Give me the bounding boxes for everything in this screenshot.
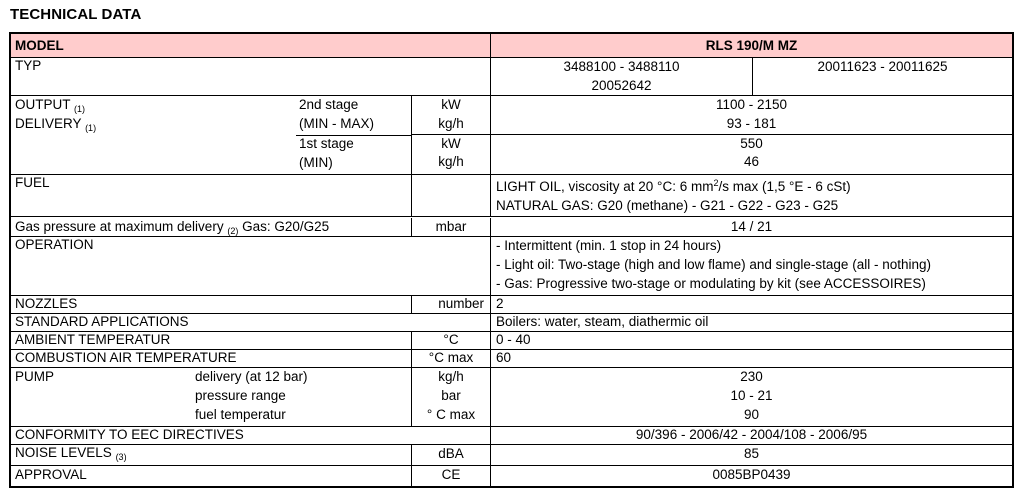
table-row-pump <box>11 368 1012 427</box>
gas-pressure-label: Gas pressure at maximum delivery $_{(2)}$ Gas: G20/G25 <box>15 219 330 236</box>
table-row-eec <box>11 427 1012 445</box>
operation-label: OPERATION <box>15 237 94 252</box>
page-title: TECHNICAL DATA <box>10 6 142 23</box>
output-values: 1100 - 2150 93 - 181 550 46 <box>490 96 1012 174</box>
table-row-combustion-air <box>11 350 1012 368</box>
fuel-label: FUEL <box>15 175 50 190</box>
noise-unit: dBA <box>411 445 490 465</box>
table-row-output <box>11 96 1012 175</box>
pump-label: PUMP <box>15 369 55 384</box>
table-row-noise <box>11 445 1012 466</box>
gas-pressure-unit: mbar <box>411 218 490 236</box>
pump-units: kg/h bar ° C max <box>411 368 490 426</box>
applications-value: Boilers: water, steam, diathermic oil <box>490 314 1012 331</box>
ambient-unit: °C <box>411 332 490 349</box>
table-row-typ <box>11 58 1012 96</box>
eec-value: 90/396 - 2006/42 - 2004/108 - 2006/95 <box>490 427 1012 444</box>
typ-values-a: 3488100 - 3488110 20052642 <box>490 58 752 95</box>
combustion-air-value: 60 <box>490 350 1012 367</box>
output-units: kW kg/h kW kg/h <box>411 96 490 174</box>
typ-label: TYP <box>15 58 42 73</box>
combustion-air-unit: °C max <box>411 350 490 367</box>
table-row-nozzles <box>11 296 1012 314</box>
nozzles-value: 2 <box>490 296 1012 313</box>
pump-item-labels: delivery (at 12 bar) pressure range fuel temperatur <box>195 369 308 422</box>
nozzles-unit: number <box>411 296 490 313</box>
combustion-air-label: COMBUSTION AIR TEMPERATURE <box>15 350 237 365</box>
stage1-label: 1st stage (MIN) <box>299 136 354 170</box>
applications-label: STANDARD APPLICATIONS <box>15 314 189 329</box>
pump-values: 230 10 - 21 90 <box>490 368 1012 426</box>
table-row-fuel <box>11 175 1012 217</box>
technical-data-table <box>9 32 1014 488</box>
fuel-values: LIGHT OIL, viscosity at 20 °C: 6 $mm^2/s$ max (1,5 °E - 6 cSt) NATURAL GAS: G20 (methane) - G21 - G22 - G23 - G25 <box>490 175 1012 216</box>
eec-label: CONFORMITY TO EEC DIRECTIVES <box>15 427 244 442</box>
nozzles-label: NOZZLES <box>15 296 78 311</box>
gas-pressure-value: 14 / 21 <box>490 218 1012 236</box>
typ-values-b: 20011623 - 20011625 <box>752 58 1012 95</box>
table-row-approval <box>11 466 1012 486</box>
stage2-label: 2nd stage (MIN - MAX) <box>299 97 374 131</box>
model-name: RLS 190/M MZ <box>490 34 1012 57</box>
table-row-applications <box>11 314 1012 332</box>
noise-label: NOISE LEVELS $_{(3)}$ <box>15 445 127 462</box>
operation-values: - Intermittent (min. 1 stop in 24 hours) - Light oil: Two-stage (high and low flame) and single-stage (all - nothing) - Gas: Progressive two-stage or modulating by kit (see ACCESSOIRES) <box>490 237 1012 295</box>
approval-unit: CE <box>411 466 490 486</box>
table-row-gas-pressure <box>11 217 1012 237</box>
table-row-ambient <box>11 332 1012 350</box>
model-label: MODEL <box>15 38 64 53</box>
table-row-operation <box>11 237 1012 296</box>
table-header-row <box>11 34 1012 58</box>
ambient-value: 0 - 40 <box>490 332 1012 349</box>
approval-value: 0085BP0439 <box>490 466 1012 486</box>
approval-label: APPROVAL <box>15 467 87 482</box>
ambient-label: AMBIENT TEMPERATUR <box>15 332 171 347</box>
noise-value: 85 <box>490 445 1012 465</box>
output-label: OUTPUT $_{(1)}$ DELIVERY $_{(1)}$ <box>15 97 97 133</box>
fuel-unit <box>411 175 490 216</box>
